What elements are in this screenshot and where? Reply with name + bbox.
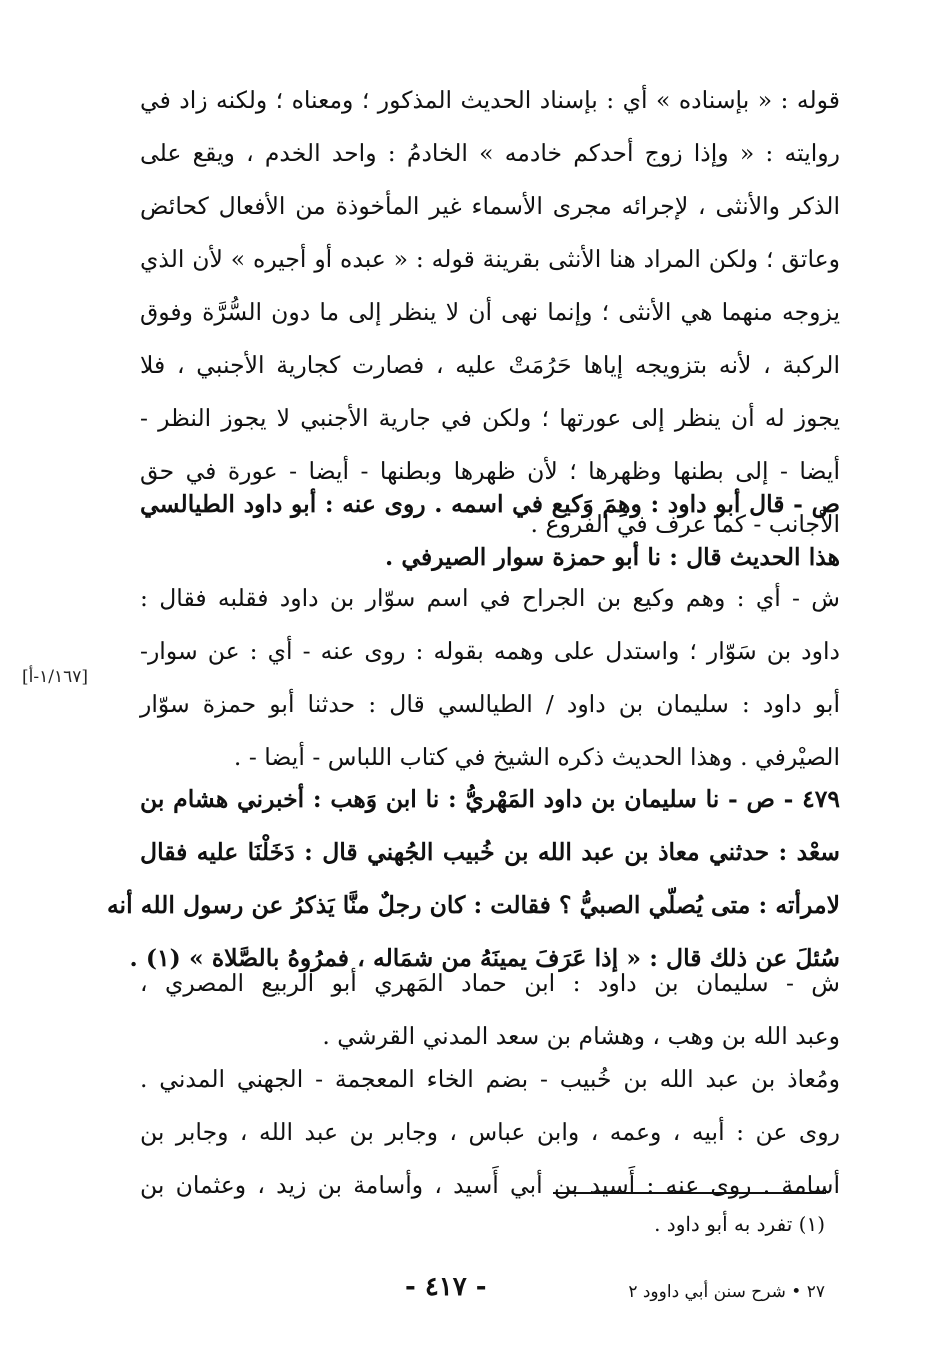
text-line: سُئلَ عن ذلك قال : « إذا عَرَفَ يمينَهُ من شمَاله ، فمرُوهُ بالصَّلاة » (١) . [129,944,840,972]
text-line: أسامة . روى عنه : أَسيد بن أبي أَسيد ، وأسامة بن زيد ، وعثمان بن [140,1171,840,1199]
paragraph-hadith-479 [106,773,840,985]
paragraph-commentary-4 [140,1053,840,1212]
text-line: داود بن سَوّار ؛ واستدل على وهمه بقوله : روى عنه - أي : عن سوار- [140,637,840,665]
paragraph-commentary-3 [140,957,840,1063]
text-line: الذكر والأنثى ، لإجرائه مجرى الأسماء غير المأخوذة من الأفعال كحائض [140,192,840,220]
text-line: لامرأته : متى يُصلّي الصبيُّ ؟ فقالت : كان رجلٌ منَّا يَذكرُ عن رسول الله أنه [106,891,840,919]
margin-manuscript-reference: [١/١٦٧-أ] [22,667,89,687]
text-line: يجوز له أن ينظر إلى عورتها ؛ ولكن في جارية الأجنبي لا يجوز النظر - [140,404,840,432]
text-line: قوله : « بإسناده » أي : بإسناد الحديث المذكور ؛ ومعناه ؛ ولكنه زاد في [140,86,840,114]
footnote: (١) تفرد به أبو داود . [654,1212,825,1236]
text-line: روايته : « وإذا زوج أحدكم خادمه » الخادمُ : واحد الخدم ، ويقع على [140,139,840,167]
text-line: ومُعاذ بن عبد الله بن خُبيب - بضم الخاء المعجمة - الجهني المدني . [140,1065,840,1093]
text-line: وعاتق ؛ ولكن المراد هنا الأنثى بقرينة قوله : « عبده أو أجيره » لأن الذي [140,245,840,273]
paragraph-matn-1 [140,478,840,584]
text-line: ش - سليمان بن داود : ابن حماد المَهري أبو الربيع المصري ، [140,969,840,997]
text-line: أيضا - إلى بطنها وظهرها ؛ لأن ظهرها وبطنها - أيضا - عورة في حق [140,457,840,485]
footnote-divider [553,1192,826,1194]
text-line: ٤٧٩ - ص - نا سليمان بن داود المَهْريُّ : نا ابن وَهب : أخبرني هشام بن [140,785,840,813]
paragraph-commentary-2 [140,572,840,784]
text-line: يزوجه منهما هي الأنثى ؛ وإنما نهى أن لا ينظر إلى ما دون السُّرَّة وفوق [140,298,840,326]
text-line: وعبد الله بن وهب ، وهشام بن سعد المدني القرشي . [322,1022,840,1050]
text-line: أبو داود : سليمان بن داود / الطيالسي قال : حدثنا أبو حمزة سوّار [140,690,840,718]
text-line: الصيْرفي . وهذا الحديث ذكره الشيخ في كتاب اللباس - أيضا - . [233,743,840,771]
text-line: الركبة ، لأنه بتزويجه إياها حَرُمَتْ عليه ، فصارت كجارية الأجنبي ، فلا [140,351,840,379]
book-signature: ٢٧ • شرح سنن أبي داوود ٢ [628,1282,825,1302]
text-line: ص - قال أبو داود : وهِمَ وَكيع في اسمه . روى عنه : أبو داود الطيالسي [140,490,840,518]
page-number: - ٤١٧ - [405,1272,487,1302]
text-line: ش - أي : وهم وكيع بن الجراح في اسم سوّار بن داود فقلبه فقال : [140,584,840,612]
text-line: سعْد : حدثني معاذ بن عبد الله بن خُبيب الجُهني قال : دَخَلْنَا عليه فقال [140,838,840,866]
text-line: روى عن : أبيه ، وعمه ، وابن عباس ، وجابر بن عبد الله ، وجابر بن [140,1118,840,1146]
text-line: الأجانب - كما عرف في الفروع . [530,510,840,538]
text-line: هذا الحديث قال : نا أبو حمزة سوار الصيرفي . [385,543,840,571]
